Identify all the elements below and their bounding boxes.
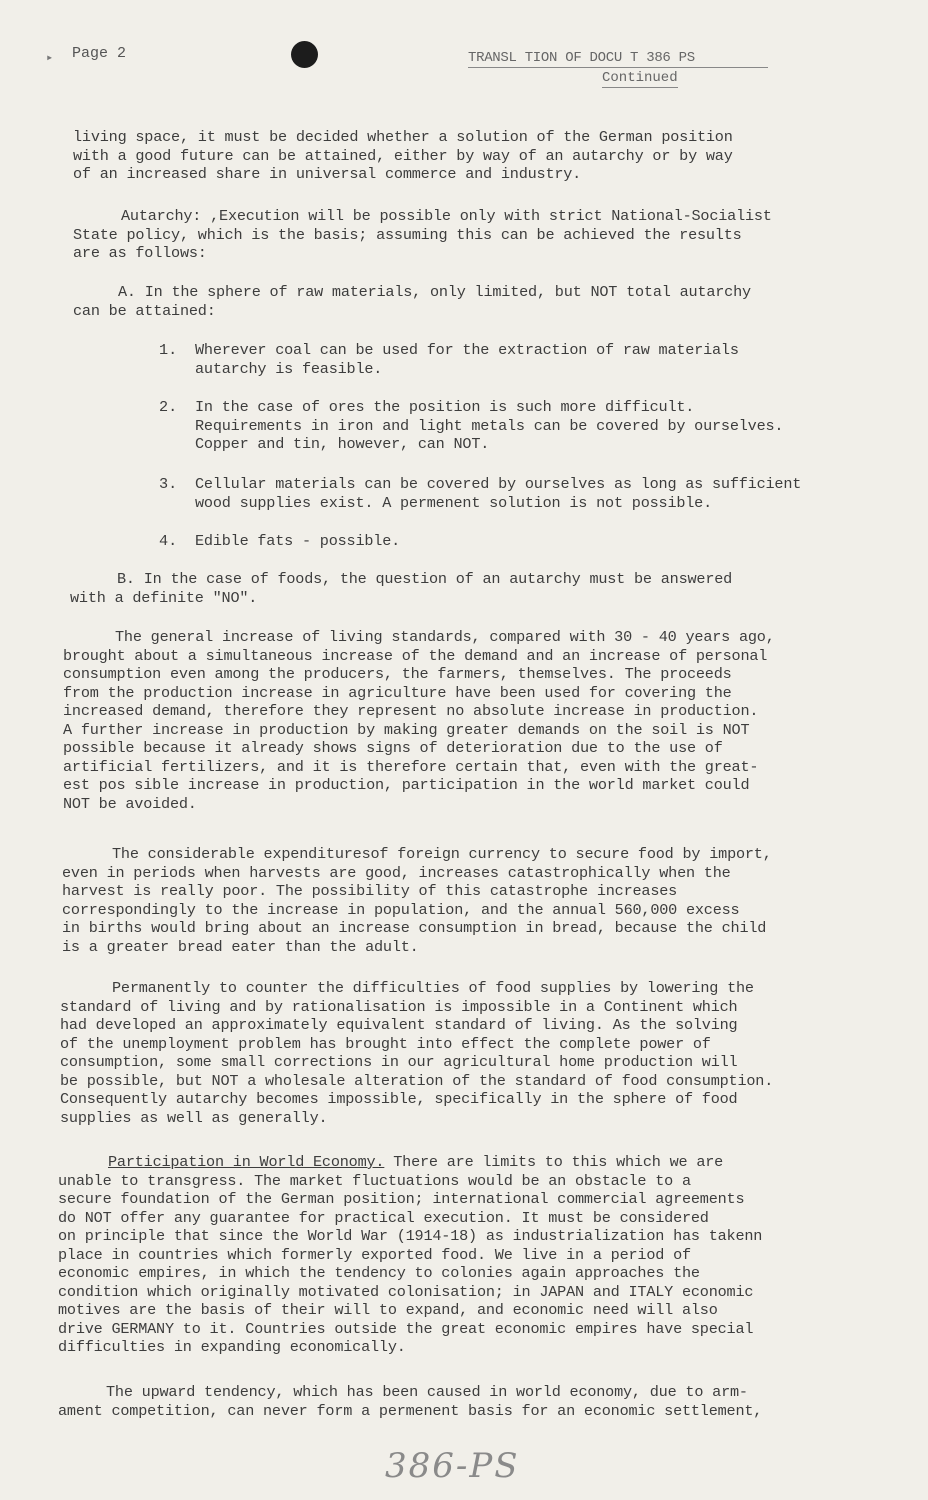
text-line: artificial fertilizers, and it is therefore certain that, even with the great-	[63, 757, 759, 776]
text-line: Edible fats - possible.	[195, 532, 401, 550]
text-line: economic empires, in which the tendency to colonies again approaches the	[58, 1264, 700, 1282]
text-line: difficulties in expanding economically.	[58, 1338, 406, 1356]
punch-hole	[291, 41, 318, 68]
text-line: supplies as well as generally.	[60, 1108, 328, 1127]
paragraph-b	[70, 570, 732, 607]
text-line: can be attained:	[73, 301, 216, 320]
text-line: unable to transgress. The market fluctuations would be an obstacle to a	[58, 1171, 691, 1190]
list-item	[195, 398, 783, 454]
text-line: are as follows:	[73, 244, 207, 262]
text-line: Wherever coal can be used for the extraction of raw materials	[195, 341, 739, 359]
text-line: wood supplies exist. A permenent solution is not possible.	[195, 493, 713, 512]
text-line: State policy, which is the basis; assuming this can be achieved the results	[73, 225, 742, 244]
text-line: The considerable expendituresof foreign currency to secure food by import,	[112, 845, 772, 863]
text-line: with a definite "NO".	[70, 588, 258, 607]
text-line: Cellular materials can be covered by ourselves as long as sufficient	[195, 475, 802, 493]
paragraph-world-economy	[58, 1153, 762, 1357]
paragraph-autarchy	[73, 207, 772, 263]
text-line: A further increase in production by making greater demands on the soil is NOT	[63, 720, 750, 739]
text-line: In the case of ores the position is such more difficult.	[195, 398, 695, 416]
text-line: Requirements in iron and light metals can be covered by ourselves.	[195, 416, 784, 435]
text-line: even in periods when harvests are good, increases catastrophically when the	[62, 863, 731, 882]
text-line: est pos sible increase in production, participation in the world market could	[63, 776, 750, 794]
item-number: 1.	[159, 341, 178, 359]
text-line: of the unemployment problem has brought into effect the complete power of	[60, 1034, 711, 1053]
text-line	[58, 1153, 762, 1172]
document-title: TRANSL TION OF DOCU T 386 PS	[468, 50, 768, 68]
text-line: brought about a simultaneous increase of the demand and an increase of personal	[63, 646, 768, 665]
document-subtitle: Continued	[602, 70, 678, 86]
paragraph-intro	[73, 128, 733, 184]
item-number: 4.	[159, 532, 178, 550]
text-line: with a good future can be attained, either by way of an autarchy or by way	[73, 146, 733, 165]
text-line: The general increase of living standards, compared with 30 - 40 years ago,	[115, 628, 775, 646]
text-line: correspondingly to the increase in population, and the annual 560,000 excess	[62, 900, 740, 919]
text-line: living space, it must be decided whether a solution of the German position	[73, 128, 733, 146]
paragraph-a	[73, 283, 751, 320]
text-line: Copper and tin, however, can NOT.	[195, 435, 490, 453]
paragraph-living-standards	[63, 628, 775, 813]
text-line: NOT be avoided.	[63, 794, 197, 813]
text-fragment: There are limits to this which we are	[384, 1153, 724, 1171]
text-line: The upward tendency, which has been caused in world economy, due to arm-	[106, 1383, 748, 1401]
text-line: standard of living and by rationalisation is impossible in a Continent which	[60, 997, 738, 1016]
text-line: is a greater bread eater than the adult.	[62, 937, 419, 956]
text-line: be possible, but NOT a wholesale alteration of the standard of food consumption.	[60, 1071, 774, 1090]
handwritten-document-number: 386-PS	[385, 1446, 520, 1486]
text-line: Consequently autarchy becomes impossible, specifically in the sphere of food	[60, 1090, 738, 1108]
text-line: A. In the sphere of raw materials, only limited, but NOT total autarchy	[118, 283, 751, 301]
text-line: Permanently to counter the difficulties of food supplies by lowering the	[112, 979, 754, 997]
text-line: consumption even among the producers, the farmers, themselves. The proceeds	[63, 665, 732, 683]
page-number: Page 2	[72, 45, 127, 62]
text-line: drive GERMANY to it. Countries outside the great economic empires have special	[58, 1319, 754, 1338]
text-line: of an increased share in universal commerce and industry.	[73, 165, 582, 183]
text-line: in births would bring about an increase consumption in bread, because the child	[62, 919, 767, 937]
text-line: Autarchy: ,Execution will be possible only with strict National-Socialist	[121, 207, 772, 225]
list-item	[195, 341, 739, 378]
margin-mark: ▸	[46, 51, 54, 65]
text-line: ament competition, can never form a permenent basis for an economic settlement,	[58, 1401, 763, 1420]
text-line: B. In the case of foods, the question of an autarchy must be answered	[117, 570, 733, 588]
text-line: on principle that since the World War (1914-18) as industrialization has takenn	[58, 1227, 763, 1245]
text-line: increased demand, therefore they represent no absolute increase in production.	[63, 702, 759, 720]
paragraph-upward-tendency	[58, 1383, 762, 1420]
paragraph-permanently	[60, 979, 773, 1127]
text-line: harvest is really poor. The possibility of this catastrophe increases	[62, 882, 678, 900]
section-heading: Participation in World Economy.	[108, 1153, 385, 1171]
text-line: consumption, some small corrections in our agricultural home production will	[60, 1053, 738, 1071]
document-header	[468, 50, 768, 88]
list-item	[195, 475, 801, 512]
text-line: secure foundation of the German position; international commercial agreements	[58, 1190, 745, 1208]
list-item	[195, 532, 400, 551]
text-line: place in countries which formerly exported food. We live in a period of	[58, 1245, 691, 1264]
item-number: 3.	[159, 475, 178, 493]
item-number: 2.	[159, 398, 178, 416]
text-line: from the production increase in agriculture have been used for covering the	[63, 683, 732, 702]
text-line: do NOT offer any guarantee for practical execution. It must be considered	[58, 1208, 709, 1227]
paragraph-foreign-currency	[62, 845, 772, 956]
text-line: autarchy is feasible.	[195, 359, 383, 378]
text-line: had developed an approximately equivalent standard of living. As the solving	[60, 1016, 738, 1034]
text-line: motives are the basis of their will to expand, and economic need will also	[58, 1301, 718, 1319]
text-line: possible because it already shows signs of deterioration due to the use of	[63, 739, 723, 757]
text-line: condition which originally motivated colonisation; in JAPAN and ITALY economic	[58, 1282, 754, 1301]
